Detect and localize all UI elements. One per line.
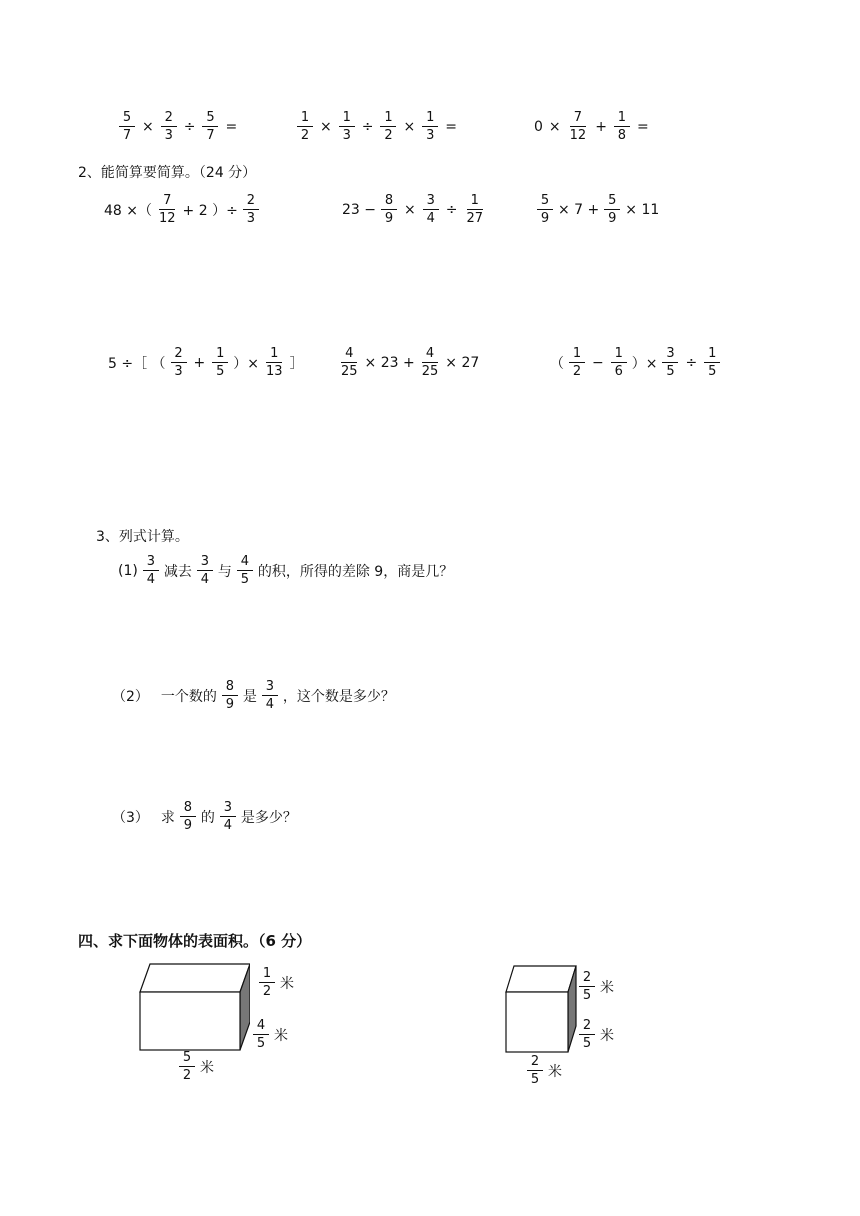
expression-2-2 (342, 193, 486, 226)
cuboid-height-label (258, 966, 294, 999)
cuboid-front-face (140, 992, 240, 1050)
expression-2-1 (104, 193, 260, 226)
cuboid-figure (130, 958, 250, 1054)
fraction: $\frac{1}{6}$ (611, 346, 627, 379)
equals-sign: = (225, 118, 238, 135)
fraction: $\frac{8}{9}$ (222, 679, 238, 712)
fraction: $\frac{5}{9}$ (537, 193, 553, 226)
fraction: $\frac{5}{9}$ (604, 193, 620, 226)
question-text: 是 (242, 688, 257, 705)
cube-depth-label (578, 1018, 614, 1051)
fraction: $\frac{3}{4}$ (262, 679, 278, 712)
fraction: $\frac{5}{7}$ (202, 110, 218, 143)
question-3 (112, 800, 297, 833)
cube-height-label (578, 970, 614, 1003)
fraction: $\frac{2}{5}$ (579, 970, 595, 1003)
question-number: (1) (118, 562, 138, 579)
fraction: $\frac{7}{12}$ (569, 110, 587, 143)
expression-text: × 7 + (558, 201, 600, 218)
fraction: $\frac{4}{25}$ (421, 346, 439, 379)
cube-width-label (526, 1054, 562, 1087)
operator: × (142, 118, 154, 135)
equals-sign: = (445, 118, 457, 135)
expression-text: × 11 (625, 201, 660, 218)
operator: + (193, 354, 206, 371)
cube-top-face (506, 966, 576, 992)
fraction: $\frac{1}{2}$ (259, 966, 275, 999)
expression-text: × 23 + (364, 354, 415, 371)
section-2-title: 2、能简算要简算。（24 分） (78, 165, 257, 181)
section-4-title: 四、求下面物体的表面积。（6 分） (78, 932, 312, 950)
expression-3-2 (338, 346, 479, 379)
question-number: （2） (112, 688, 149, 705)
operator: ÷ (685, 354, 698, 371)
fraction: $\frac{8}{9}$ (381, 193, 397, 226)
fraction: $\frac{8}{9}$ (180, 800, 196, 833)
question-text: 减去 (163, 563, 192, 580)
fraction: $\frac{2}{3}$ (243, 193, 259, 226)
cuboid-depth-label (252, 1018, 288, 1051)
question-text: 是多少？ (240, 809, 297, 826)
expression-text: 23 − (342, 201, 376, 218)
question-text: 与 (217, 563, 232, 580)
expression-text: （ (550, 355, 564, 372)
fraction: $\frac{1}{8}$ (614, 110, 630, 143)
expression-3-3 (550, 346, 721, 379)
fraction: $\frac{3}{5}$ (662, 346, 678, 379)
operator: × (320, 118, 332, 135)
fraction: $\frac{4}{5}$ (253, 1018, 269, 1051)
number: 0 (534, 118, 543, 135)
operator: × (403, 118, 416, 135)
expression-1-1 (118, 110, 239, 143)
fraction: $\frac{1}{2}$ (380, 110, 396, 143)
fraction: $\frac{7}{12}$ (159, 193, 176, 226)
cuboid-top-face (140, 964, 250, 992)
section-3-title: 3、列式计算。 (96, 529, 189, 545)
expression-text: ］ (289, 355, 304, 372)
question-1 (118, 554, 453, 587)
fraction: $\frac{3}{4}$ (197, 554, 213, 587)
cube-front-face (506, 992, 568, 1052)
expression-text: 48 ×（ (104, 202, 152, 219)
fraction: $\frac{1}{5}$ (212, 346, 228, 379)
fraction: $\frac{1}{5}$ (704, 346, 720, 379)
operator: × (404, 201, 416, 218)
operator: + (595, 118, 607, 135)
operator: ÷ (445, 201, 458, 218)
question-text: ，这个数是多少？ (282, 688, 395, 705)
expression-1-3 (534, 110, 651, 143)
expression-text: ）× (233, 355, 260, 372)
unit: 米 (600, 1027, 614, 1044)
unit: 米 (548, 1063, 562, 1080)
fraction: $\frac{1}{2}$ (569, 346, 585, 379)
equals-sign: = (636, 118, 649, 135)
fraction: $\frac{2}{5}$ (579, 1018, 595, 1051)
fraction: $\frac{1}{27}$ (466, 193, 484, 226)
question-text: 的 (200, 809, 215, 826)
fraction: $\frac{4}{25}$ (341, 346, 358, 379)
fraction: $\frac{1}{3}$ (339, 110, 355, 143)
unit: 米 (200, 1059, 214, 1076)
fraction: $\frac{3}{4}$ (143, 554, 159, 587)
operator: ÷ (183, 118, 196, 135)
operator: ÷ (361, 118, 374, 135)
expression-1-2 (296, 110, 459, 143)
expression-3-1 (108, 346, 304, 379)
cuboid-width-label (178, 1050, 214, 1083)
fraction: $\frac{3}{4}$ (220, 800, 236, 833)
fraction: $\frac{3}{4}$ (423, 193, 439, 226)
expression-2-3 (536, 193, 659, 226)
unit: 米 (600, 979, 614, 996)
cube-figure (500, 962, 580, 1054)
operator: × (548, 118, 561, 135)
fraction: $\frac{4}{5}$ (237, 554, 253, 587)
fraction: $\frac{2}{3}$ (171, 346, 187, 379)
unit: 米 (280, 975, 294, 992)
question-number: （3） (112, 809, 149, 826)
expression-text: × 27 (445, 354, 480, 371)
fraction: $\frac{5}{7}$ (119, 110, 135, 143)
expression-text: ）× (631, 355, 658, 372)
fraction: $\frac{1}{2}$ (297, 110, 313, 143)
fraction: $\frac{1}{3}$ (422, 110, 438, 143)
question-text: 求 (160, 809, 175, 826)
unit: 米 (274, 1027, 288, 1044)
fraction: $\frac{5}{2}$ (179, 1050, 195, 1083)
fraction: $\frac{2}{5}$ (527, 1054, 543, 1087)
question-2 (112, 679, 395, 712)
operator: − (592, 354, 604, 371)
question-text: 的积，所得的差除 9，商是几？ (257, 563, 454, 580)
fraction: $\frac{1}{13}$ (266, 346, 283, 379)
expression-text: + 2 ）÷ (182, 202, 238, 219)
fraction: $\frac{2}{3}$ (161, 110, 177, 143)
question-text: 一个数的 (160, 688, 217, 705)
expression-text: 5 ÷［ （ (108, 355, 166, 372)
